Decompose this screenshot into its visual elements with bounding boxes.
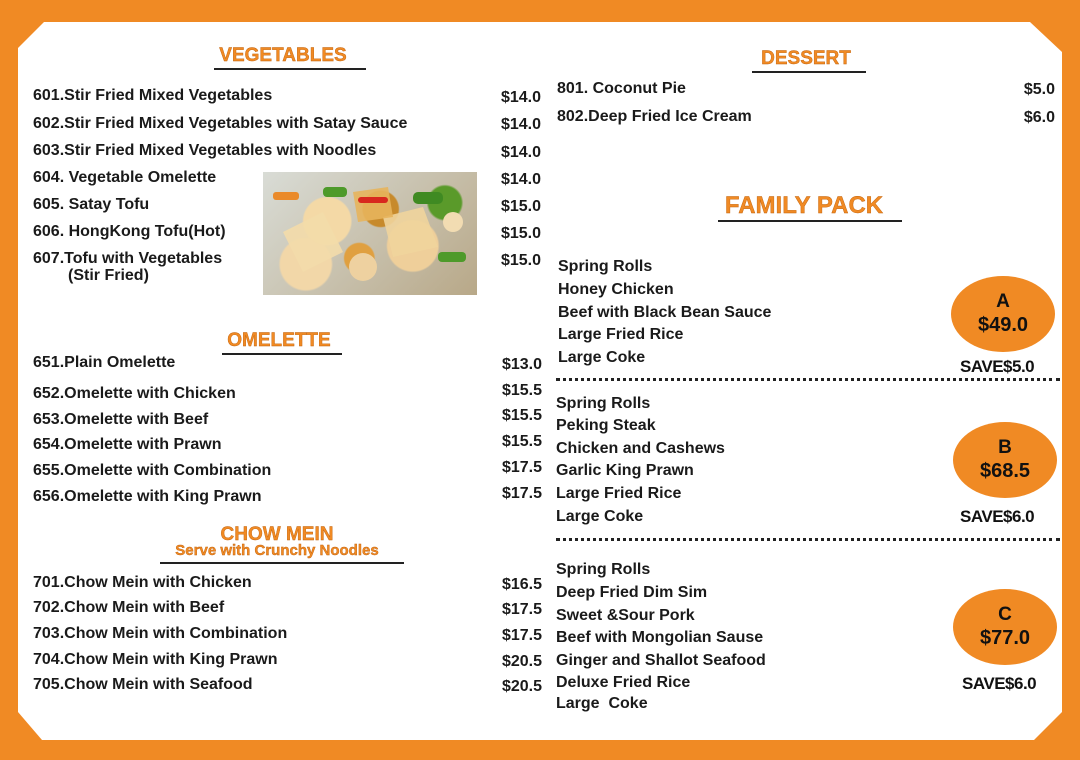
vegetables-underline: [214, 68, 366, 70]
price-701: $16.5: [501, 576, 542, 593]
menu-item-656: 656.Omelette with King Prawn: [33, 488, 262, 505]
price-653: $15.5: [501, 407, 542, 424]
price-603: $14.0: [500, 144, 541, 161]
menu-item-603: 603.Stir Fried Mixed Vegetables with Noodles: [33, 142, 377, 159]
menu-item-653: 653.Omelette with Beef: [33, 411, 209, 428]
family-pack-heading: FAMILY PACK: [724, 192, 884, 219]
menu-item-607-note: (Stir Fried): [68, 267, 149, 284]
menu-item-655: 655.Omelette with Combination: [33, 462, 272, 479]
omelette-underline: [222, 353, 342, 355]
pack-c-price: $77.0: [979, 627, 1031, 649]
pack-c-item: Spring Rolls: [556, 561, 651, 578]
pack-b-item: Garlic King Prawn: [556, 462, 694, 479]
menu-item-606: 606. HongKong Tofu(Hot): [33, 223, 226, 240]
price-602: $14.0: [500, 116, 541, 133]
pack-b-divider: [556, 538, 1060, 541]
pack-a-price: $49.0: [977, 314, 1029, 336]
pack-a-item: Beef with Black Bean Sauce: [558, 304, 772, 321]
pack-a-item: Large Fried Rice: [558, 326, 684, 343]
pack-b-item: Spring Rolls: [556, 395, 651, 412]
menu-item-604: 604. Vegetable Omelette: [33, 169, 217, 186]
price-703: $17.5: [501, 627, 542, 644]
pack-c-item: Beef with Mongolian Sause: [556, 629, 764, 646]
menu-item-801: 801. Coconut Pie: [557, 80, 686, 97]
chow-mein-subtitle: Serve with Crunchy Noodles: [175, 542, 379, 559]
family-pack-underline: [718, 220, 902, 222]
menu-item-607: 607.Tofu with Vegetables: [33, 250, 223, 267]
pack-c-item: Deep Fried Dim Sim: [556, 584, 708, 601]
pack-a-letter: A: [996, 291, 1010, 312]
pack-b-save: SAVE$6.0: [960, 507, 1035, 526]
omelette-heading: OMELETTE: [227, 330, 331, 351]
price-702: $17.5: [501, 601, 542, 618]
pack-a-item: Honey Chicken: [558, 281, 674, 298]
menu-item-652: 652.Omelette with Chicken: [33, 385, 236, 402]
menu-item-703: 703.Chow Mein with Combination: [33, 625, 288, 642]
pack-b-price: $68.5: [979, 460, 1031, 482]
menu-item-705: 705.Chow Mein with Seafood: [33, 676, 253, 693]
chow-mein-underline: [160, 562, 404, 564]
pack-c-item: Large Coke: [556, 695, 648, 712]
price-601: $14.0: [500, 89, 541, 106]
price-607: $15.0: [500, 252, 541, 269]
menu-item-651: 651.Plain Omelette: [33, 354, 176, 371]
price-652: $15.5: [501, 382, 542, 399]
pack-a-item: Spring Rolls: [558, 258, 653, 275]
price-802: $6.0: [1023, 109, 1055, 126]
menu-item-605: 605. Satay Tofu: [33, 196, 150, 213]
pack-c-badge: [953, 589, 1057, 665]
dessert-heading: DESSERT: [761, 48, 851, 69]
pack-b-item: Large Fried Rice: [556, 485, 682, 502]
stir-fried-tofu-photo: [263, 172, 477, 295]
pack-b-item: Peking Steak: [556, 417, 656, 434]
pack-a-save: SAVE$5.0: [960, 357, 1035, 376]
price-604: $14.0: [500, 171, 541, 188]
price-605: $15.0: [500, 198, 541, 215]
price-705: $20.5: [501, 678, 542, 695]
pack-b-badge: [953, 422, 1057, 498]
price-704: $20.5: [501, 653, 542, 670]
pack-c-item: Sweet &Sour Pork: [556, 607, 695, 624]
pack-c-item: Ginger and Shallot Seafood: [556, 652, 766, 669]
food-photo-icon: [263, 172, 477, 295]
menu-item-601: 601.Stir Fried Mixed Vegetables: [33, 87, 273, 104]
price-654: $15.5: [501, 433, 542, 450]
pack-b-item: Chicken and Cashews: [556, 440, 725, 457]
menu-item-602: 602.Stir Fried Mixed Vegetables with Satay Sauce: [33, 115, 408, 132]
menu-item-701: 701.Chow Mein with Chicken: [33, 574, 252, 591]
pack-b-letter: B: [998, 437, 1012, 458]
price-801: $5.0: [1023, 81, 1055, 98]
pack-a-item: Large Coke: [558, 349, 646, 366]
pack-b-item: Large Coke: [556, 508, 644, 525]
chow-mein-heading: CHOW MEIN: [220, 524, 334, 545]
pack-c-letter: C: [998, 604, 1012, 625]
pack-a-badge: [951, 276, 1055, 352]
pack-c-save: SAVE$6.0: [962, 674, 1037, 693]
price-651: $13.0: [501, 356, 542, 373]
pack-a-divider: [556, 378, 1060, 381]
price-656: $17.5: [501, 485, 542, 502]
price-606: $15.0: [500, 225, 541, 242]
pack-c-item: Deluxe Fried Rice: [556, 674, 691, 691]
menu-item-654: 654.Omelette with Prawn: [33, 436, 222, 453]
vegetables-heading: VEGETABLES: [219, 45, 347, 66]
menu-item-704: 704.Chow Mein with King Prawn: [33, 651, 278, 668]
price-655: $17.5: [501, 459, 542, 476]
menu-item-802: 802.Deep Fried Ice Cream: [557, 108, 752, 125]
dessert-underline: [752, 71, 866, 73]
menu-item-702: 702.Chow Mein with Beef: [33, 599, 225, 616]
